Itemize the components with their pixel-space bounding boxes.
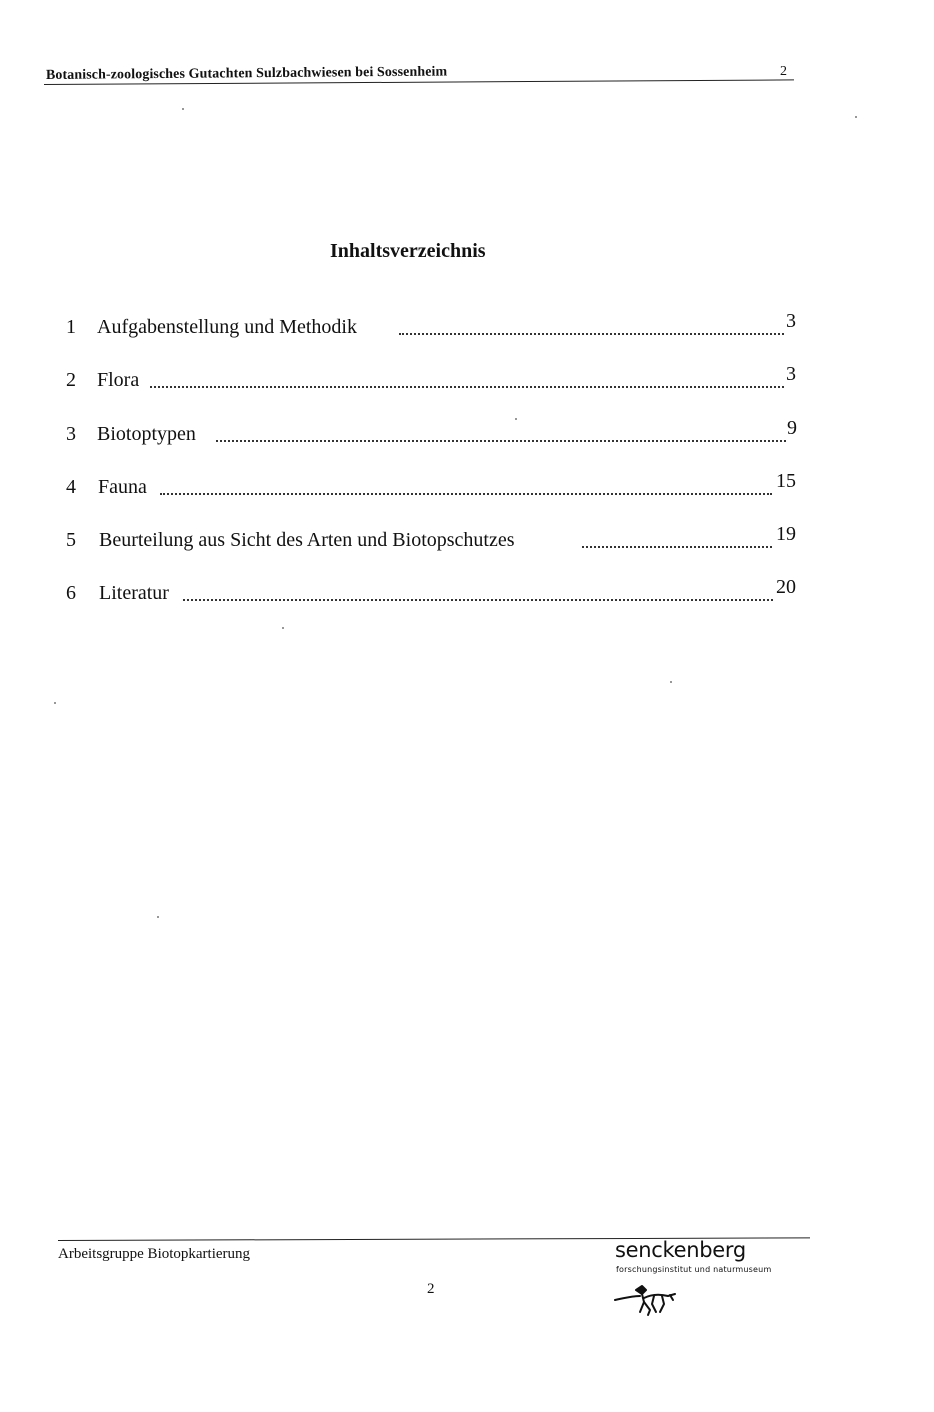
toc-entry-page: 20 <box>776 576 796 598</box>
header-title: Botanisch-zoologisches Gutachten Sulzbachwiesen bei Sossenheim <box>45 64 448 84</box>
scan-speck <box>515 418 517 420</box>
toc-entry-number: 5 <box>66 529 76 551</box>
scan-speck <box>157 916 159 918</box>
toc-leader-dots <box>183 599 773 601</box>
toc-entry-6[interactable] <box>66 576 801 610</box>
scan-speck <box>54 702 56 704</box>
header-page-number: 2 <box>780 64 787 79</box>
toc-entry-label: Biotoptypen <box>97 423 196 445</box>
scan-speck <box>670 681 672 683</box>
toc-entry-label: Aufgabenstellung und Methodik <box>97 316 357 338</box>
toc-leader-dots <box>160 493 772 495</box>
toc-entry-page: 19 <box>776 523 796 545</box>
toc-entry-4[interactable] <box>66 470 801 504</box>
toc-entry-number: 6 <box>66 582 76 604</box>
toc-entry-page: 9 <box>787 417 797 439</box>
toc-entry-3[interactable] <box>66 417 801 451</box>
toc-leader-dots <box>399 333 784 335</box>
toc-leader-dots <box>582 546 772 548</box>
toc-entry-label: Literatur <box>99 582 169 604</box>
toc-heading: Inhaltsverzeichnis <box>330 240 486 262</box>
toc-entry-page: 3 <box>786 363 796 385</box>
logo-subtitle: forschungsinstitut und naturmuseum <box>616 1265 772 1274</box>
toc-entry-1[interactable] <box>66 310 801 344</box>
toc-entry-page: 15 <box>776 470 796 492</box>
toc-entry-5[interactable] <box>66 523 801 557</box>
toc-entry-label: Fauna <box>98 476 147 498</box>
dinosaur-skeleton-icon <box>612 1282 678 1318</box>
toc-leader-dots <box>216 440 786 442</box>
toc-entry-label: Flora <box>97 369 140 391</box>
toc-leader-dots <box>150 386 784 388</box>
toc-entry-number: 1 <box>66 316 76 338</box>
logo-name: senckenberg <box>615 1238 746 1262</box>
toc-entry-number: 2 <box>66 369 76 391</box>
toc-entry-number: 4 <box>66 476 76 498</box>
toc-entry-page: 3 <box>786 310 796 332</box>
footer-left-text: Arbeitsgruppe Biotopkartierung <box>58 1246 251 1262</box>
toc-entry-label: Beurteilung aus Sicht des Arten und Biotopschutzes <box>99 529 515 551</box>
toc-entry-number: 3 <box>66 423 76 445</box>
footer-page-number: 2 <box>427 1281 435 1297</box>
toc-entry-2[interactable] <box>66 363 801 397</box>
scan-speck <box>855 116 857 118</box>
scan-speck <box>282 627 284 629</box>
scan-speck <box>182 108 184 110</box>
